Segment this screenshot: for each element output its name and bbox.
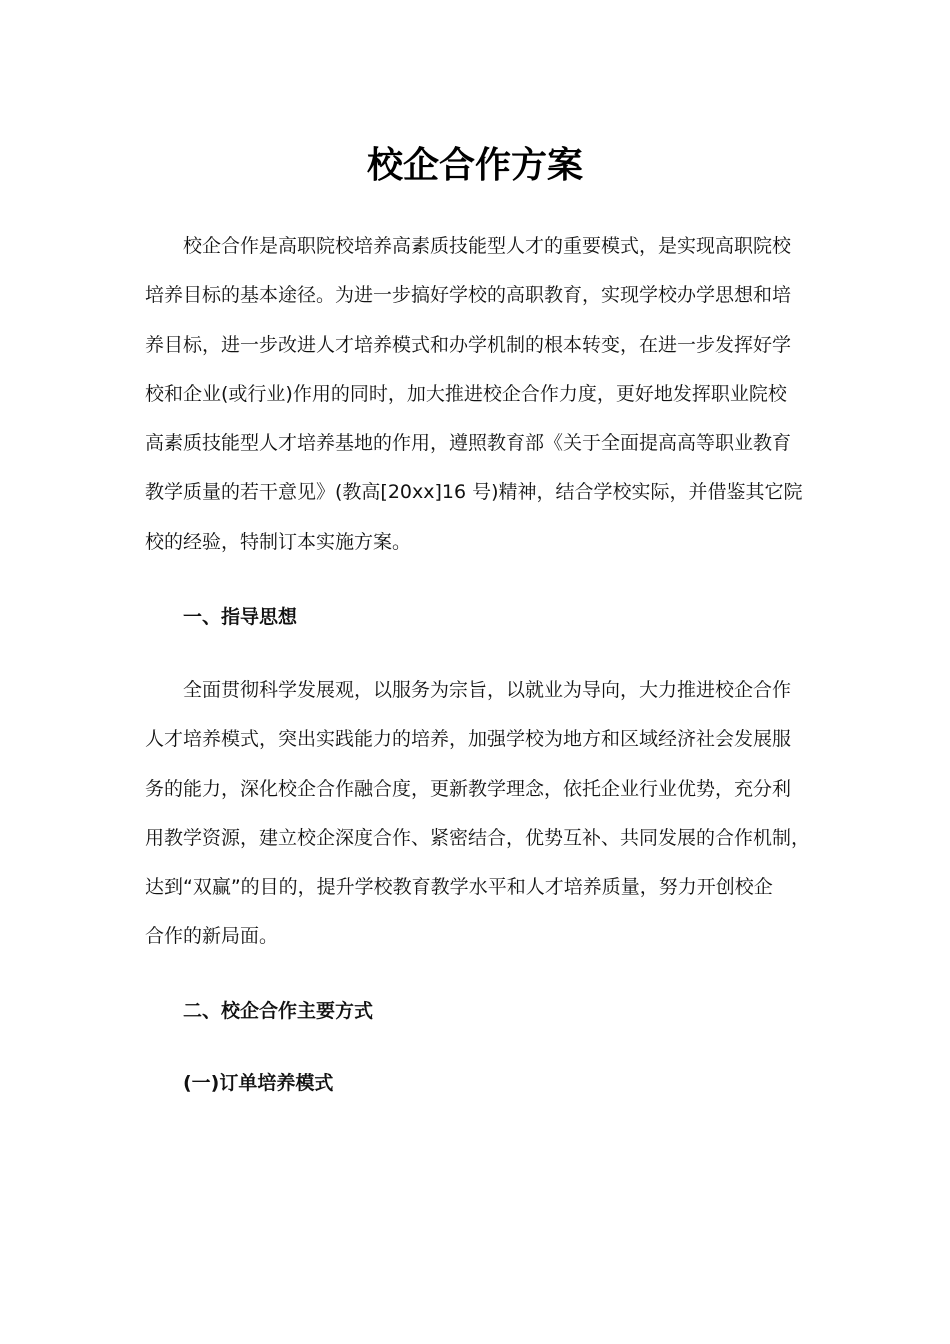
- paragraph-line: 校和企业(或行业)作用的同时，加大推进校企合作力度，更好地发挥职业院校: [145, 382, 787, 405]
- paragraph-line: 教学质量的若干意见》(教高[20xx]16 号)精神，结合学校实际，并借鉴其它院: [145, 481, 803, 504]
- paragraph-line: 校的经验，特制订本实施方案。: [145, 530, 412, 553]
- paragraph-line: 人才培养模式，突出实践能力的培养，加强学校为地方和区域经济社会发展服: [145, 728, 792, 751]
- paragraph-line: 高素质技能型人才培养基地的作用，遵照教育部《关于全面提高高等职业教育: [145, 432, 792, 455]
- section-heading-guiding-ideology: 一、指导思想: [183, 606, 298, 628]
- paragraph-line: 用教学资源，建立校企深度合作、紧密结合，优势互补、共同发展的合作机制，: [145, 826, 811, 849]
- paragraph-intro: [145, 222, 805, 567]
- paragraph-line: 务的能力，深化校企合作融合度，更新教学理念，依托企业行业优势，充分利: [145, 777, 792, 800]
- subsection-heading-order-training: (一)订单培养模式: [183, 1072, 334, 1094]
- paragraph-line: 校企合作是高职院校培养高素质技能型人才的重要模式，是实现高职院校: [183, 235, 792, 257]
- section-heading-cooperation-modes: 二、校企合作主要方式: [183, 1000, 374, 1022]
- paragraph-line: 达到“双赢”的目的，提升学校教育教学水平和人才培养质量，努力开创校企: [145, 876, 773, 899]
- paragraph-line: 培养目标的基本途径。为进一步搞好学校的高职教育，实现学校办学思想和培: [145, 284, 792, 307]
- paragraph-line: 全面贯彻科学发展观，以服务为宗旨，以就业为导向，大力推进校企合作: [183, 679, 792, 701]
- paragraph-line: 合作的新局面。: [145, 925, 279, 948]
- paragraph-line: 养目标，进一步改进人才培养模式和办学机制的根本转变，在进一步发挥好学: [145, 333, 792, 356]
- document-title: 校企合作方案: [366, 145, 583, 186]
- paragraph-guiding-ideology: [145, 666, 811, 962]
